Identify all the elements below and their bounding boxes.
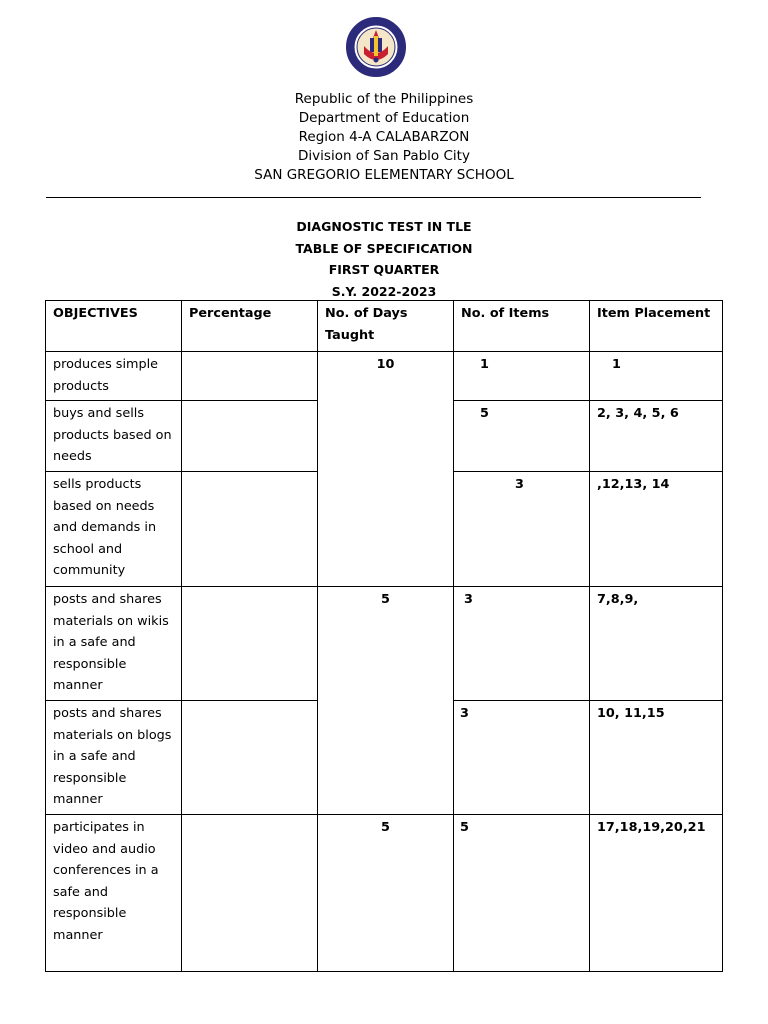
objective-cell: produces simple products — [46, 352, 182, 401]
placement-cell: 7,8,9, — [590, 587, 723, 701]
title-table: TABLE OF SPECIFICATION — [295, 240, 473, 256]
percentage-cell — [182, 815, 318, 972]
placement-cell: 10, 11,15 — [590, 701, 723, 815]
letterhead — [0, 90, 768, 185]
percentage-cell — [182, 352, 318, 401]
header-divider — [46, 197, 701, 198]
table-row — [46, 587, 723, 701]
placement-cell: ,12,13, 14 — [590, 472, 723, 587]
objective-cell: participates in video and audio conferences in a safe and responsible manner — [46, 815, 182, 972]
table-row — [46, 815, 723, 972]
percentage-cell — [182, 701, 318, 815]
days-cell: 5 — [318, 815, 454, 972]
objective-cell: sells products based on needs and demands in school and community — [46, 472, 182, 587]
title-quarter: FIRST QUARTER — [328, 262, 440, 277]
placement-cell: 17,18,19,20,21 — [590, 815, 723, 972]
title-test: DIAGNOSTIC TEST IN TLE — [296, 219, 472, 234]
title-school-year: S.Y. 2022-2023 — [331, 283, 437, 299]
items-cell: 3 — [454, 472, 590, 587]
table-row — [46, 352, 723, 401]
header-items: No. of Items — [454, 301, 590, 352]
percentage-cell — [182, 587, 318, 701]
header-objectives: OBJECTIVES — [46, 301, 182, 352]
letterhead-division: Division of San Pablo City — [298, 148, 470, 164]
items-cell: 1 — [454, 352, 590, 401]
percentage-cell — [182, 401, 318, 472]
specification-table — [45, 300, 723, 972]
placement-cell: 2, 3, 4, 5, 6 — [590, 401, 723, 472]
header-days-taught: No. of Days Taught — [318, 301, 454, 352]
items-cell: 3 — [454, 701, 590, 815]
letterhead-region: Region 4-A CALABARZON — [298, 129, 470, 145]
table-header-row — [46, 301, 723, 352]
items-cell: 5 — [454, 401, 590, 472]
objective-cell: posts and shares materials on blogs in a safe and responsible manner — [46, 701, 182, 815]
letterhead-school: SAN GREGORIO ELEMENTARY SCHOOL — [254, 167, 514, 183]
document-titles — [0, 216, 768, 302]
header-percentage: Percentage — [182, 301, 318, 352]
objective-cell: buys and sells products based on needs — [46, 401, 182, 472]
items-cell: 5 — [454, 815, 590, 972]
letterhead-country: Republic of the Philippines — [294, 91, 474, 107]
placement-cell: 1 — [590, 352, 723, 401]
deped-seal-logo — [332, 16, 420, 78]
percentage-cell — [182, 472, 318, 587]
days-cell: 5 — [318, 587, 454, 815]
days-cell: 10 — [318, 352, 454, 587]
header-item-placement: Item Placement — [590, 301, 723, 352]
objective-cell: posts and shares materials on wikis in a safe and responsible manner — [46, 587, 182, 701]
items-cell: 3 — [454, 587, 590, 701]
letterhead-department: Department of Education — [298, 110, 470, 126]
